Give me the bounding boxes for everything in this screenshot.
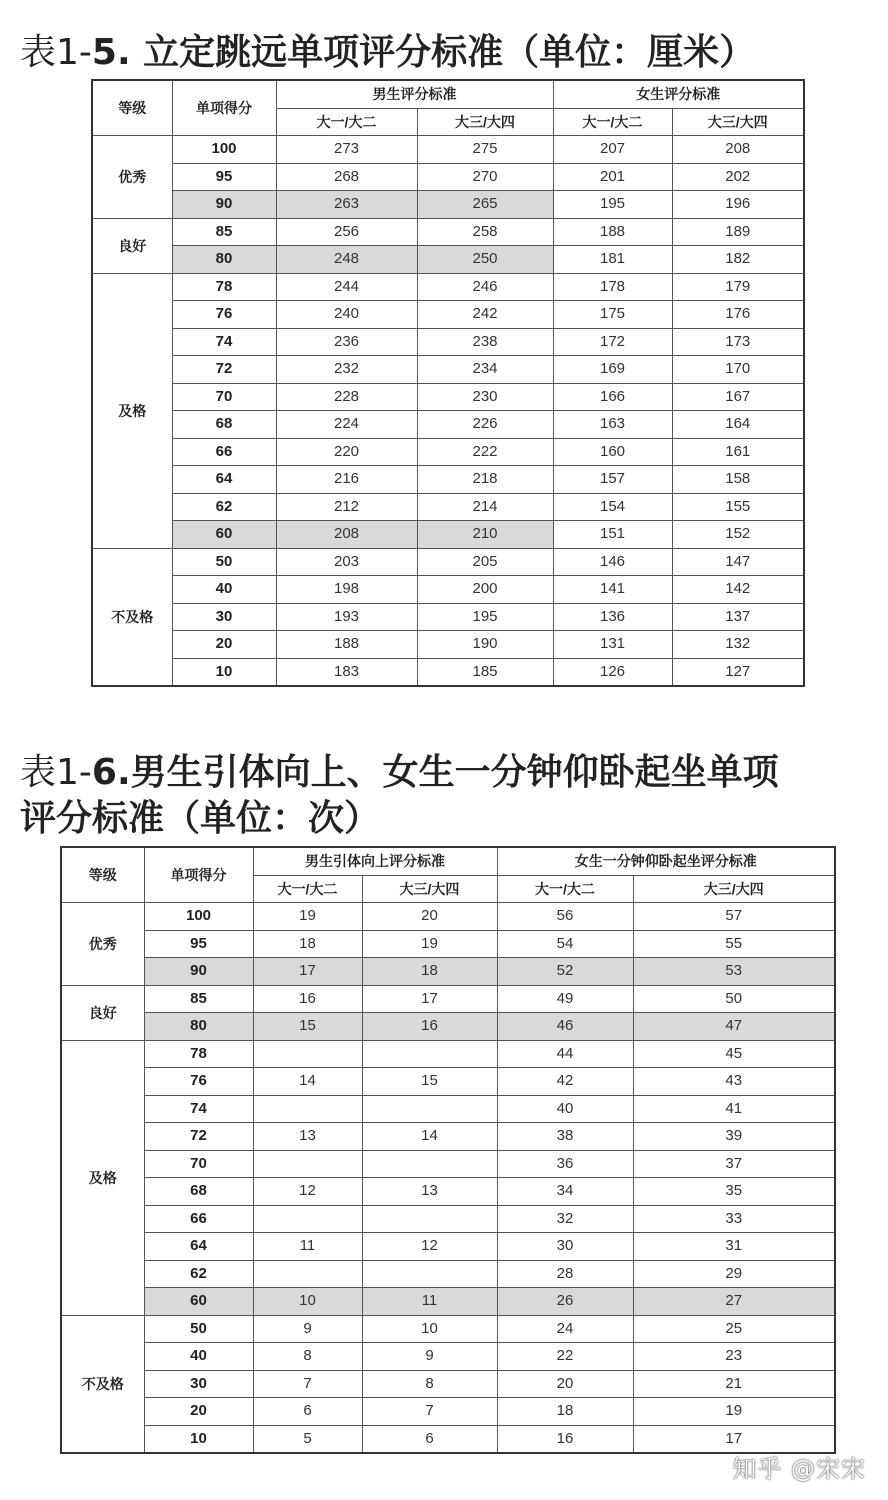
male-year12-cell: 236 [276, 328, 417, 356]
male-year12-cell: 208 [276, 521, 417, 549]
male-year12-cell: 11 [253, 1233, 362, 1261]
female-year34-cell: 189 [672, 218, 804, 246]
table-row [61, 1398, 835, 1426]
male-year34-cell: 210 [417, 521, 553, 549]
male-year34-cell: 9 [362, 1343, 497, 1371]
male-year34-cell: 8 [362, 1370, 497, 1398]
female-year34-cell: 55 [633, 930, 835, 958]
score-cell: 100 [144, 903, 253, 931]
table-row [92, 603, 804, 631]
table-row [92, 438, 804, 466]
score-cell: 10 [144, 1425, 253, 1453]
table-row [61, 1205, 835, 1233]
score-cell: 70 [144, 1150, 253, 1178]
table-row [61, 1425, 835, 1453]
female-year12-cell: 207 [553, 136, 672, 164]
table-row [61, 1013, 835, 1041]
score-cell: 76 [172, 301, 276, 329]
male-year12-cell [253, 1260, 362, 1288]
male-year12-cell: 10 [253, 1288, 362, 1316]
female-year34-cell: 35 [633, 1178, 835, 1206]
female-year12-cell: 163 [553, 411, 672, 439]
female-year12-cell: 188 [553, 218, 672, 246]
male-year12-cell: 240 [276, 301, 417, 329]
table2-title [20, 750, 779, 842]
male-year12-cell: 232 [276, 356, 417, 384]
score-cell: 74 [144, 1095, 253, 1123]
male-year12-cell: 203 [276, 548, 417, 576]
score-cell: 60 [144, 1288, 253, 1316]
male-year34-cell: 214 [417, 493, 553, 521]
male-year34-cell: 226 [417, 411, 553, 439]
female-year12-cell: 38 [497, 1123, 633, 1151]
table-row [92, 576, 804, 604]
table-row [61, 1040, 835, 1068]
table-row [61, 1370, 835, 1398]
score-cell: 95 [144, 930, 253, 958]
male-year12-cell: 19 [253, 903, 362, 931]
female-year34-cell: 41 [633, 1095, 835, 1123]
male-year34-cell [362, 1150, 497, 1178]
male-year34-cell: 20 [362, 903, 497, 931]
male-year34-cell [362, 1040, 497, 1068]
male-year34-cell: 270 [417, 163, 553, 191]
table-row [61, 1233, 835, 1261]
female-year12-cell: 154 [553, 493, 672, 521]
female-year34-cell: 27 [633, 1288, 835, 1316]
female-year12-cell: 56 [497, 903, 633, 931]
female-year12-cell: 20 [497, 1370, 633, 1398]
male-year12-cell: 7 [253, 1370, 362, 1398]
male-year34-cell: 190 [417, 631, 553, 659]
male-year12-header: 大一/大二 [253, 875, 362, 903]
female-year12-cell: 136 [553, 603, 672, 631]
female-year34-cell: 43 [633, 1068, 835, 1096]
male-year34-cell: 16 [362, 1013, 497, 1041]
male-year12-cell: 263 [276, 191, 417, 219]
grade-cell: 不及格 [92, 548, 172, 686]
male-year12-cell: 228 [276, 383, 417, 411]
female-year12-cell: 131 [553, 631, 672, 659]
score-cell: 64 [144, 1233, 253, 1261]
grade-cell: 及格 [61, 1040, 144, 1315]
male-year12-cell: 256 [276, 218, 417, 246]
male-year12-cell: 198 [276, 576, 417, 604]
female-year12-cell: 26 [497, 1288, 633, 1316]
score-cell: 30 [172, 603, 276, 631]
female-year34-cell: 132 [672, 631, 804, 659]
female-year34-cell: 208 [672, 136, 804, 164]
male-year12-cell: 248 [276, 246, 417, 274]
female-year34-cell: 45 [633, 1040, 835, 1068]
female-year12-cell: 54 [497, 930, 633, 958]
table-row [61, 1260, 835, 1288]
score-cell: 68 [144, 1178, 253, 1206]
female-year12-cell: 172 [553, 328, 672, 356]
score-cell: 80 [172, 246, 276, 274]
female-year34-cell: 167 [672, 383, 804, 411]
female-year12-cell: 49 [497, 985, 633, 1013]
male-year12-cell: 220 [276, 438, 417, 466]
male-year34-cell: 200 [417, 576, 553, 604]
female-year34-cell: 17 [633, 1425, 835, 1453]
male-year12-header: 大一/大二 [276, 108, 417, 136]
female-year12-header: 大一/大二 [553, 108, 672, 136]
female-year12-cell: 40 [497, 1095, 633, 1123]
score-cell: 10 [172, 658, 276, 686]
male-year34-cell: 15 [362, 1068, 497, 1096]
male-year12-cell: 273 [276, 136, 417, 164]
grade-cell: 优秀 [61, 903, 144, 986]
table-row [92, 411, 804, 439]
zhihu-watermark: 知乎 @宋宋 [732, 1455, 866, 1483]
female-year12-cell: 22 [497, 1343, 633, 1371]
score-cell: 40 [172, 576, 276, 604]
male-year12-cell: 18 [253, 930, 362, 958]
standing-long-jump-table [91, 79, 805, 687]
male-year12-cell: 188 [276, 631, 417, 659]
male-year12-cell: 14 [253, 1068, 362, 1096]
female-year34-cell: 25 [633, 1315, 835, 1343]
female-group-header: 女生评分标准 [553, 80, 804, 108]
male-year12-cell [253, 1040, 362, 1068]
table2-title-line2: 评分标准（单位：次） [20, 798, 381, 839]
score-cell: 50 [144, 1315, 253, 1343]
female-year12-cell: 181 [553, 246, 672, 274]
score-cell: 72 [172, 356, 276, 384]
male-year12-cell [253, 1095, 362, 1123]
table2-title-prefix: 表1- [20, 752, 92, 793]
female-year12-cell: 42 [497, 1068, 633, 1096]
score-cell: 100 [172, 136, 276, 164]
table-row [61, 903, 835, 931]
male-year34-cell: 12 [362, 1233, 497, 1261]
score-cell: 78 [172, 273, 276, 301]
female-year34-cell: 47 [633, 1013, 835, 1041]
score-header: 单项得分 [172, 80, 276, 136]
female-year34-cell: 173 [672, 328, 804, 356]
male-year12-cell: 193 [276, 603, 417, 631]
female-year12-cell: 169 [553, 356, 672, 384]
score-cell: 64 [172, 466, 276, 494]
male-year34-cell: 238 [417, 328, 553, 356]
male-year34-cell: 14 [362, 1123, 497, 1151]
male-year34-cell: 218 [417, 466, 553, 494]
female-year12-cell: 18 [497, 1398, 633, 1426]
female-year34-cell: 137 [672, 603, 804, 631]
male-year12-cell: 17 [253, 958, 362, 986]
male-year34-cell: 230 [417, 383, 553, 411]
female-year12-cell: 32 [497, 1205, 633, 1233]
table1-header-row [92, 80, 804, 108]
female-year34-cell: 21 [633, 1370, 835, 1398]
male-year12-cell: 8 [253, 1343, 362, 1371]
table-row [92, 273, 804, 301]
score-cell: 90 [172, 191, 276, 219]
male-year12-cell: 5 [253, 1425, 362, 1453]
female-year12-cell: 30 [497, 1233, 633, 1261]
score-cell: 95 [172, 163, 276, 191]
score-cell: 50 [172, 548, 276, 576]
table-row [61, 1343, 835, 1371]
table-row [92, 301, 804, 329]
score-cell: 70 [172, 383, 276, 411]
table2-body [61, 903, 835, 1454]
grade-header: 等级 [92, 80, 172, 136]
male-group-header: 男生评分标准 [276, 80, 553, 108]
female-year12-cell: 160 [553, 438, 672, 466]
table-row [61, 1315, 835, 1343]
female-year12-cell: 46 [497, 1013, 633, 1041]
score-cell: 78 [144, 1040, 253, 1068]
female-year34-header: 大三/大四 [672, 108, 804, 136]
male-year34-cell: 258 [417, 218, 553, 246]
male-year34-cell: 19 [362, 930, 497, 958]
female-year34-cell: 142 [672, 576, 804, 604]
male-year34-cell: 222 [417, 438, 553, 466]
grade-cell: 优秀 [92, 136, 172, 219]
score-cell: 60 [172, 521, 276, 549]
table-row [92, 466, 804, 494]
male-year12-cell: 13 [253, 1123, 362, 1151]
male-year34-cell [362, 1260, 497, 1288]
male-year34-cell: 265 [417, 191, 553, 219]
male-year34-cell: 10 [362, 1315, 497, 1343]
male-year34-cell: 17 [362, 985, 497, 1013]
female-year12-cell: 44 [497, 1040, 633, 1068]
female-year34-cell: 196 [672, 191, 804, 219]
table-row [92, 493, 804, 521]
female-year12-cell: 24 [497, 1315, 633, 1343]
male-year34-cell: 205 [417, 548, 553, 576]
male-year34-cell: 11 [362, 1288, 497, 1316]
table-row [61, 930, 835, 958]
score-cell: 66 [144, 1205, 253, 1233]
female-year12-cell: 201 [553, 163, 672, 191]
table2-title-line1: 6.男生引体向上、女生一分钟仰卧起坐单项 [91, 752, 779, 793]
table-row [61, 1150, 835, 1178]
grade-cell: 良好 [61, 985, 144, 1040]
male-year34-header: 大三/大四 [417, 108, 553, 136]
table-row [61, 985, 835, 1013]
female-year34-cell: 155 [672, 493, 804, 521]
pullup-situp-table [60, 846, 836, 1454]
female-year12-cell: 195 [553, 191, 672, 219]
female-year34-cell: 147 [672, 548, 804, 576]
grade-cell: 良好 [92, 218, 172, 273]
female-year12-cell: 28 [497, 1260, 633, 1288]
female-year12-cell: 34 [497, 1178, 633, 1206]
female-year12-cell: 146 [553, 548, 672, 576]
female-year12-cell: 178 [553, 273, 672, 301]
score-cell: 66 [172, 438, 276, 466]
male-year34-cell: 246 [417, 273, 553, 301]
table1-title-main: 5. 立定跳远单项评分标准（单位：厘米） [91, 32, 756, 73]
table-row [92, 191, 804, 219]
male-year34-cell: 250 [417, 246, 553, 274]
table-row [61, 1123, 835, 1151]
table-row [92, 383, 804, 411]
female-year34-cell: 161 [672, 438, 804, 466]
female-year12-cell: 126 [553, 658, 672, 686]
grade-header: 等级 [61, 847, 144, 903]
male-year34-cell: 7 [362, 1398, 497, 1426]
female-year34-cell: 164 [672, 411, 804, 439]
female-year34-cell: 39 [633, 1123, 835, 1151]
score-cell: 62 [172, 493, 276, 521]
female-year12-cell: 16 [497, 1425, 633, 1453]
table-row [61, 1095, 835, 1123]
male-year12-cell: 6 [253, 1398, 362, 1426]
male-year12-cell: 183 [276, 658, 417, 686]
male-year34-cell: 18 [362, 958, 497, 986]
female-year12-cell: 36 [497, 1150, 633, 1178]
male-year34-cell [362, 1095, 497, 1123]
table-row [92, 658, 804, 686]
male-year34-cell: 185 [417, 658, 553, 686]
table2-header-row [61, 847, 835, 875]
male-year34-header: 大三/大四 [362, 875, 497, 903]
female-group-header: 女生一分钟仰卧起坐评分标准 [497, 847, 835, 875]
female-year34-cell: 19 [633, 1398, 835, 1426]
score-cell: 72 [144, 1123, 253, 1151]
male-year34-cell: 195 [417, 603, 553, 631]
male-year34-cell: 234 [417, 356, 553, 384]
male-year12-cell: 9 [253, 1315, 362, 1343]
female-year12-cell: 52 [497, 958, 633, 986]
male-year12-cell [253, 1205, 362, 1233]
male-year12-cell [253, 1150, 362, 1178]
table-row [92, 548, 804, 576]
female-year34-cell: 182 [672, 246, 804, 274]
male-year34-cell: 242 [417, 301, 553, 329]
male-year12-cell: 224 [276, 411, 417, 439]
female-year34-cell: 176 [672, 301, 804, 329]
female-year12-cell: 141 [553, 576, 672, 604]
male-year12-cell: 216 [276, 466, 417, 494]
female-year34-cell: 170 [672, 356, 804, 384]
score-cell: 40 [144, 1343, 253, 1371]
score-cell: 90 [144, 958, 253, 986]
female-year34-cell: 158 [672, 466, 804, 494]
table1-title-prefix: 表1- [20, 32, 92, 73]
table-row [92, 328, 804, 356]
female-year34-cell: 202 [672, 163, 804, 191]
female-year12-cell: 175 [553, 301, 672, 329]
female-year34-header: 大三/大四 [633, 875, 835, 903]
table-row [61, 1068, 835, 1096]
male-year12-cell: 15 [253, 1013, 362, 1041]
female-year34-cell: 29 [633, 1260, 835, 1288]
score-cell: 85 [172, 218, 276, 246]
female-year12-header: 大一/大二 [497, 875, 633, 903]
table-row [92, 521, 804, 549]
table-row [92, 246, 804, 274]
female-year34-cell: 57 [633, 903, 835, 931]
female-year34-cell: 33 [633, 1205, 835, 1233]
table-row [61, 958, 835, 986]
table-row [61, 1178, 835, 1206]
score-cell: 30 [144, 1370, 253, 1398]
table1-title [20, 27, 755, 79]
table-row [92, 356, 804, 384]
table-row [61, 1288, 835, 1316]
male-year34-cell: 275 [417, 136, 553, 164]
male-year12-cell: 212 [276, 493, 417, 521]
female-year34-cell: 31 [633, 1233, 835, 1261]
female-year12-cell: 151 [553, 521, 672, 549]
table-row [92, 163, 804, 191]
male-year12-cell: 12 [253, 1178, 362, 1206]
grade-cell: 及格 [92, 273, 172, 548]
male-year12-cell: 268 [276, 163, 417, 191]
score-header: 单项得分 [144, 847, 253, 903]
female-year12-cell: 166 [553, 383, 672, 411]
female-year34-cell: 127 [672, 658, 804, 686]
female-year34-cell: 152 [672, 521, 804, 549]
table-row [92, 631, 804, 659]
male-group-header: 男生引体向上评分标准 [253, 847, 497, 875]
score-cell: 68 [172, 411, 276, 439]
score-cell: 20 [172, 631, 276, 659]
male-year34-cell [362, 1205, 497, 1233]
female-year34-cell: 50 [633, 985, 835, 1013]
table-row [92, 218, 804, 246]
female-year34-cell: 23 [633, 1343, 835, 1371]
male-year12-cell: 244 [276, 273, 417, 301]
grade-cell: 不及格 [61, 1315, 144, 1453]
score-cell: 74 [172, 328, 276, 356]
score-cell: 85 [144, 985, 253, 1013]
table-row [92, 136, 804, 164]
male-year34-cell: 13 [362, 1178, 497, 1206]
score-cell: 62 [144, 1260, 253, 1288]
female-year34-cell: 53 [633, 958, 835, 986]
female-year34-cell: 37 [633, 1150, 835, 1178]
female-year34-cell: 179 [672, 273, 804, 301]
table1-body [92, 136, 804, 687]
score-cell: 76 [144, 1068, 253, 1096]
female-year12-cell: 157 [553, 466, 672, 494]
score-cell: 80 [144, 1013, 253, 1041]
male-year34-cell: 6 [362, 1425, 497, 1453]
male-year12-cell: 16 [253, 985, 362, 1013]
score-cell: 20 [144, 1398, 253, 1426]
